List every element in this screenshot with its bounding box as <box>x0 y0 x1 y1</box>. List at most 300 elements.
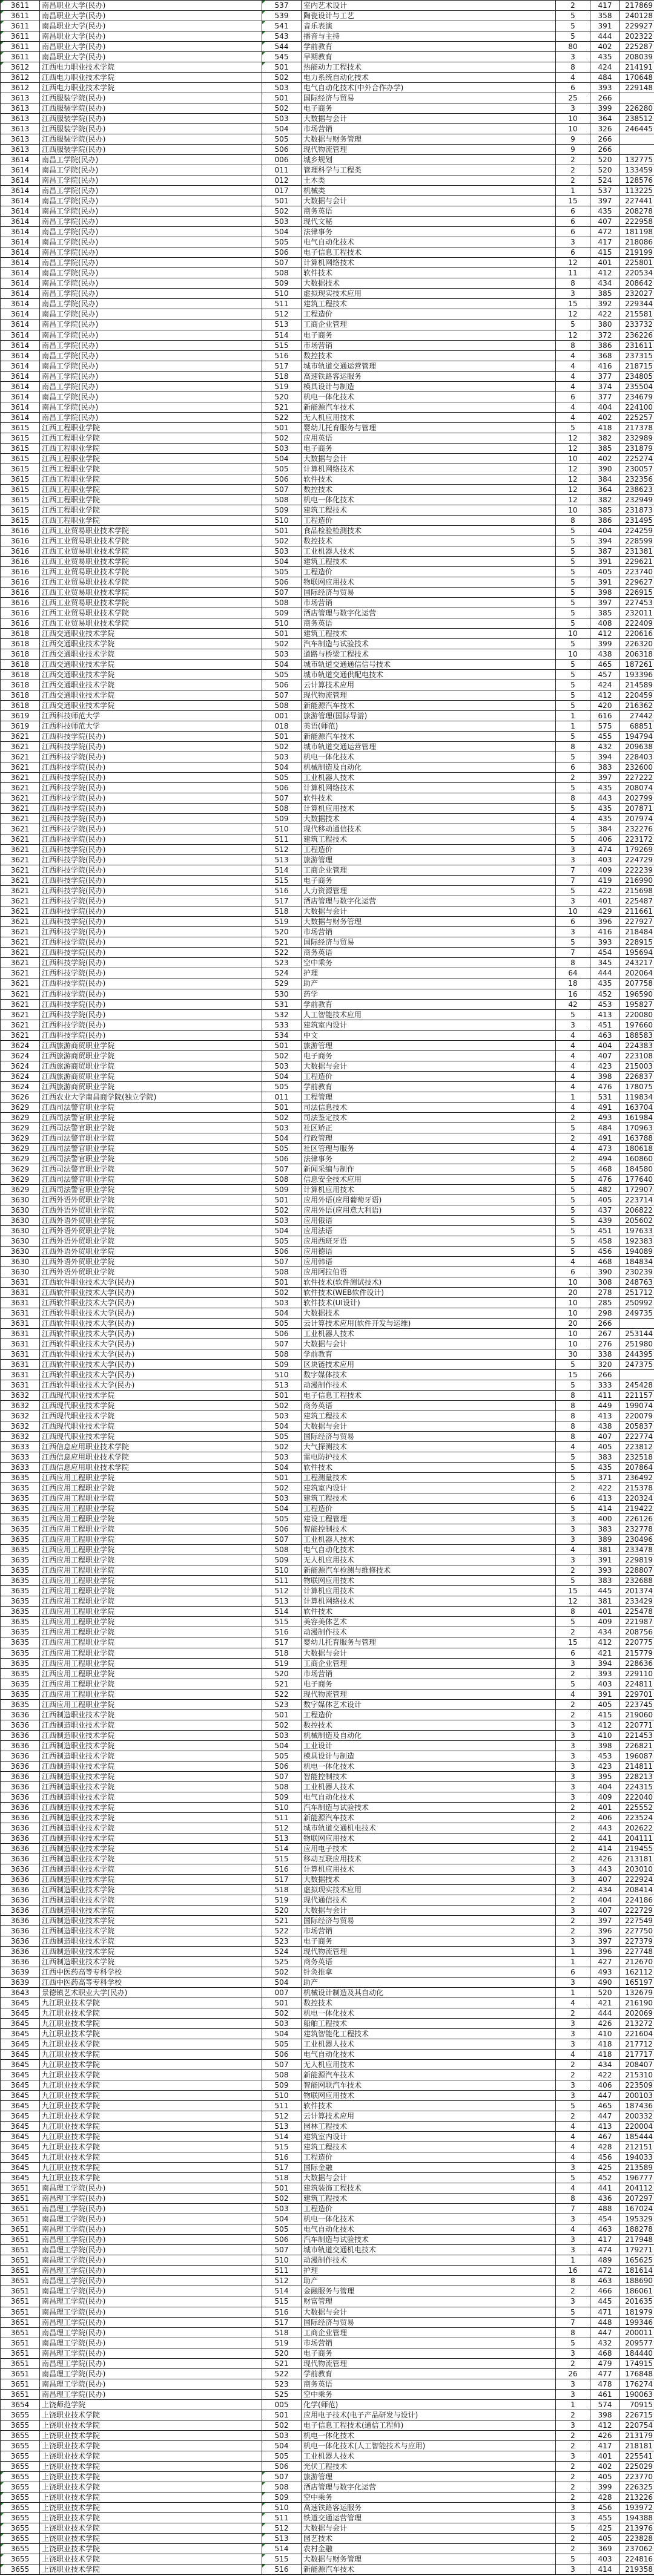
school-code-cell: 3651 <box>1 2224 40 2235</box>
major-code-cell: 505 <box>262 1432 302 1442</box>
school-name-cell: 江西旅游商贸职业学院 <box>40 1071 262 1081</box>
min-rank-cell: 192383 <box>620 1236 654 1246</box>
plan-count-cell: 5 <box>556 937 590 948</box>
major-name-cell: 电力系统自动化技术 <box>302 73 556 83</box>
major-name-cell: 空中乘务 <box>302 2389 556 2399</box>
major-name-cell: 城市轨道交通供配电技术 <box>302 670 556 680</box>
plan-count-cell: 3 <box>556 1978 590 1988</box>
min-rank-cell: 160860 <box>620 1153 654 1164</box>
school-code-cell: 3635 <box>1 1493 40 1504</box>
table-row <box>1 721 654 732</box>
major-name-cell: 智能网联汽车技术 <box>302 2080 556 2091</box>
min-rank-cell: 176848 <box>620 2368 654 2379</box>
min-score-cell: 401 <box>590 896 620 906</box>
min-rank-cell <box>620 1319 654 1329</box>
major-code-cell: 512 <box>262 1586 302 1596</box>
school-name-cell: 江西信息应用职业技术学院 <box>40 1442 262 1452</box>
school-name-cell: 九江职业技术学院 <box>40 2152 262 2163</box>
plan-count-cell: 3 <box>556 1020 590 1030</box>
major-name-cell: 无人机应用技术 <box>302 412 556 422</box>
major-code-cell: 501 <box>262 1277 302 1287</box>
min-score-cell: 396 <box>590 917 620 927</box>
school-name-cell: 江西现代职业技术学院 <box>40 1411 262 1421</box>
min-rank-cell: 227379 <box>620 1936 654 1946</box>
min-rank-cell: 232027 <box>620 289 654 299</box>
plan-count-cell: 4 <box>556 1081 590 1092</box>
table-row <box>1 1380 654 1391</box>
min-score-cell: 411 <box>590 1391 620 1401</box>
school-code-cell: 3611 <box>1 1 40 11</box>
school-name-cell: 江西司法警官职业学院 <box>40 1112 262 1122</box>
major-code-cell: 523 <box>262 2379 302 2389</box>
school-code-cell: 3630 <box>1 1225 40 1236</box>
school-name-cell: 江西制造职业技术学院 <box>40 1884 262 1895</box>
table-row <box>1 1081 654 1092</box>
major-code-cell: 502 <box>262 1483 302 1493</box>
plan-count-cell: 5 <box>556 834 590 845</box>
plan-count-cell: 3 <box>556 1535 590 1545</box>
major-code-cell: 515 <box>262 340 302 350</box>
min-score-cell: 423 <box>590 1761 620 1771</box>
major-name-cell: 现代物流管理 <box>302 2358 556 2368</box>
major-code-cell: 508 <box>262 701 302 711</box>
plan-count-cell: 3 <box>556 1874 590 1884</box>
plan-count-cell: 2 <box>556 1802 590 1812</box>
table-row <box>1 865 654 876</box>
school-name-cell: 江西外语外贸职业学院 <box>40 1236 262 1246</box>
min-rank-cell: 211661 <box>620 906 654 917</box>
school-code-cell: 3636 <box>1 1895 40 1905</box>
plan-count-cell: 3 <box>556 2348 590 2358</box>
major-code-cell: 505 <box>262 2039 302 2050</box>
plan-count-cell: 3 <box>556 1730 590 1740</box>
table-row <box>1 258 654 268</box>
school-code-cell: 3651 <box>1 2276 40 2286</box>
major-code-cell: 512 <box>262 2523 302 2533</box>
min-rank-cell: 205837 <box>620 1421 654 1432</box>
school-name-cell: 江西科技学院(民办) <box>40 742 262 752</box>
table-row <box>1 1658 654 1668</box>
min-rank-cell: 249735 <box>620 1308 654 1318</box>
school-name-cell: 江西科技学院(民办) <box>40 752 262 762</box>
min-score-cell: 276 <box>590 1339 620 1349</box>
plan-count-cell: 3 <box>556 1658 590 1668</box>
major-name-cell: 船舶工程技术 <box>302 2019 556 2029</box>
table-row <box>1 834 654 845</box>
major-name-cell: 电子商务 <box>302 103 556 114</box>
plan-count-cell: 3 <box>556 2512 590 2523</box>
table-row <box>1 978 654 989</box>
school-name-cell: 江西应用工程职业学院 <box>40 1535 262 1545</box>
major-code-cell: 506 <box>262 145 302 155</box>
major-code-cell: 508 <box>262 2070 302 2080</box>
school-code-cell: 3631 <box>1 1297 40 1308</box>
min-rank-cell: 215003 <box>620 1061 654 1071</box>
school-code-cell: 3631 <box>1 1380 40 1391</box>
school-code-cell: 3621 <box>1 917 40 927</box>
table-row <box>1 73 654 83</box>
table-row <box>1 814 654 824</box>
plan-count-cell: 5 <box>556 546 590 556</box>
min-score-cell: 417 <box>590 1 620 11</box>
major-name-cell: 商务英语 <box>302 206 556 217</box>
school-name-cell: 南昌理工学院(民办) <box>40 2214 262 2224</box>
school-code-cell: 3615 <box>1 433 40 443</box>
school-name-cell: 江西服装学院(民办) <box>40 124 262 134</box>
major-code-cell: 502 <box>262 1720 302 1730</box>
min-score-cell: 443 <box>590 793 620 804</box>
school-name-cell: 江西工业贸易职业技术学院 <box>40 525 262 536</box>
major-name-cell: 学前教育 <box>302 1081 556 1092</box>
school-name-cell: 江西科技师范大学 <box>40 721 262 732</box>
major-name-cell: 播音与主持 <box>302 31 556 42</box>
min-score-cell: 524 <box>590 175 620 186</box>
school-code-cell: 3636 <box>1 1946 40 1956</box>
school-code-cell: 3645 <box>1 2091 40 2101</box>
plan-count-cell: 4 <box>556 814 590 824</box>
plan-count-cell: 6 <box>556 1648 590 1658</box>
school-name-cell: 江西工业贸易职业技术学院 <box>40 618 262 628</box>
plan-count-cell: 3 <box>556 103 590 114</box>
school-code-cell: 3613 <box>1 145 40 155</box>
table-row <box>1 1596 654 1607</box>
min-score-cell: 457 <box>590 670 620 680</box>
table-row <box>1 2379 654 2389</box>
major-code-cell: 005 <box>262 2399 302 2410</box>
major-code-cell: 539 <box>262 11 302 21</box>
plan-count-cell: 5 <box>556 732 590 742</box>
major-code-cell: 503 <box>262 443 302 453</box>
plan-count-cell: 7 <box>556 865 590 876</box>
min-score-cell: 468 <box>590 2348 620 2358</box>
school-name-cell: 江西应用工程职业学院 <box>40 1668 262 1679</box>
table-row <box>1 1493 654 1504</box>
min-score-cell: 394 <box>590 536 620 546</box>
school-name-cell: 南昌工学院(民办) <box>40 186 262 196</box>
school-code-cell: 3621 <box>1 937 40 948</box>
major-code-cell: 508 <box>262 1545 302 1555</box>
plan-count-cell: 2 <box>556 1709 590 1720</box>
school-code-cell: 3621 <box>1 834 40 845</box>
major-name-cell: 区块链技术应用 <box>302 1360 556 1370</box>
major-name-cell: 应用电子技术(电子产品研发与设计) <box>302 2410 556 2420</box>
min-rank-cell: 204112 <box>620 2183 654 2194</box>
plan-count-cell: 7 <box>556 948 590 958</box>
school-code-cell: 3651 <box>1 2245 40 2255</box>
min-rank-cell: 187261 <box>620 660 654 670</box>
school-name-cell: 江西应用工程职业学院 <box>40 1617 262 1627</box>
min-rank-cell: 128576 <box>620 175 654 186</box>
min-score-cell: 419 <box>590 876 620 886</box>
major-code-cell: 511 <box>262 2101 302 2111</box>
major-code-cell: 545 <box>262 52 302 62</box>
min-rank-cell: 226320 <box>620 638 654 649</box>
min-score-cell: 418 <box>590 2050 620 2060</box>
table-row <box>1 340 654 350</box>
school-name-cell: 江西司法警官职业学院 <box>40 1164 262 1174</box>
school-code-cell: 3616 <box>1 536 40 546</box>
table-row <box>1 289 654 299</box>
major-name-cell: 电子商务 <box>302 1050 556 1061</box>
min-rank-cell: 224186 <box>620 1895 654 1905</box>
min-rank-cell: 228213 <box>620 1771 654 1781</box>
plan-count-cell: 3 <box>556 1792 590 1802</box>
table-row <box>1 186 654 196</box>
school-name-cell: 江西科技学院(民办) <box>40 876 262 886</box>
min-score-cell: 396 <box>590 1925 620 1936</box>
table-row <box>1 536 654 546</box>
school-code-cell: 3645 <box>1 2132 40 2142</box>
major-name-cell: 建筑工程技术 <box>302 556 556 566</box>
major-name-cell: 商务英语 <box>302 1956 556 1967</box>
school-code-cell: 3615 <box>1 484 40 494</box>
min-rank-cell: 250992 <box>620 1297 654 1308</box>
school-name-cell: 上饶职业技术学院 <box>40 2410 262 2420</box>
min-rank-cell: 248763 <box>620 1277 654 1287</box>
min-score-cell: 393 <box>590 1565 620 1576</box>
plan-count-cell: 64 <box>556 968 590 978</box>
school-name-cell: 江西应用工程职业学院 <box>40 1648 262 1658</box>
min-rank-cell <box>620 145 654 155</box>
school-code-cell: 3621 <box>1 978 40 989</box>
major-name-cell: 软件技术(WEB软件设计) <box>302 1287 556 1297</box>
min-rank-cell: 217378 <box>620 422 654 433</box>
school-name-cell: 南昌理工学院(民办) <box>40 2317 262 2327</box>
major-name-cell: 工商企业管理 <box>302 865 556 876</box>
min-score-cell: 484 <box>590 73 620 83</box>
major-code-cell: 525 <box>262 2389 302 2399</box>
school-code-cell: 3636 <box>1 1905 40 1915</box>
plan-count-cell: 2 <box>556 773 590 783</box>
major-code-cell: 502 <box>262 1205 302 1215</box>
table-row <box>1 474 654 484</box>
school-name-cell: 上饶职业技术学院 <box>40 2482 262 2492</box>
school-name-cell: 南昌理工学院(民办) <box>40 2194 262 2204</box>
min-score-cell: 455 <box>590 732 620 742</box>
school-name-cell: 江西科技学院(民办) <box>40 1020 262 1030</box>
min-rank-cell: 225801 <box>620 258 654 268</box>
school-code-cell: 3655 <box>1 2440 40 2451</box>
major-code-cell: 508 <box>262 804 302 814</box>
table-row <box>1 2554 654 2564</box>
school-name-cell: 江西外语外贸职业学院 <box>40 1246 262 1256</box>
school-code-cell: 3636 <box>1 1812 40 1823</box>
min-score-cell: 391 <box>590 1555 620 1565</box>
min-score-cell: 409 <box>590 865 620 876</box>
major-code-cell: 543 <box>262 31 302 42</box>
major-code-cell: 522 <box>262 1689 302 1699</box>
major-name-cell: 数控技术 <box>302 350 556 361</box>
min-rank-cell: 174915 <box>620 2358 654 2368</box>
min-score-cell: 407 <box>590 1905 620 1915</box>
min-rank-cell: 214811 <box>620 1761 654 1771</box>
min-rank-cell: 219199 <box>620 247 654 258</box>
min-rank-cell: 194089 <box>620 1246 654 1256</box>
plan-count-cell: 2 <box>556 1884 590 1895</box>
min-rank-cell: 224729 <box>620 855 654 865</box>
major-name-cell: 计算机网络技术 <box>302 464 556 474</box>
school-name-cell: 江西科技学院(民办) <box>40 824 262 834</box>
school-code-cell: 3636 <box>1 1833 40 1843</box>
plan-count-cell: 5 <box>556 577 590 587</box>
major-code-cell: 504 <box>262 1463 302 1473</box>
major-name-cell: 应用阿拉伯语 <box>302 1267 556 1277</box>
school-code-cell: 3635 <box>1 1535 40 1545</box>
plan-count-cell: 8 <box>556 958 590 968</box>
major-code-cell: 506 <box>262 247 302 258</box>
major-code-cell: 533 <box>262 1020 302 1030</box>
school-name-cell: 南昌理工学院(民办) <box>40 2389 262 2399</box>
min-rank-cell: 229819 <box>620 1555 654 1565</box>
min-rank-cell: 229344 <box>620 299 654 309</box>
table-row <box>1 577 654 587</box>
min-score-cell: 575 <box>590 721 620 732</box>
min-score-cell: 393 <box>590 83 620 93</box>
school-code-cell: 3655 <box>1 2543 40 2554</box>
school-name-cell: 江西科技学院(民办) <box>40 762 262 773</box>
table-row <box>1 1936 654 1946</box>
table-row <box>1 1339 654 1349</box>
min-score-cell: 413 <box>590 1411 620 1421</box>
school-name-cell: 江西应用工程职业学院 <box>40 1586 262 1596</box>
min-score-cell: 412 <box>590 1637 620 1648</box>
major-code-cell: 522 <box>262 948 302 958</box>
school-name-cell: 九江职业技术学院 <box>40 2173 262 2183</box>
min-rank-cell: 222040 <box>620 1792 654 1802</box>
table-row <box>1 1802 654 1812</box>
school-code-cell: 3636 <box>1 1843 40 1853</box>
school-code-cell: 3630 <box>1 1246 40 1256</box>
min-rank-cell: 232518 <box>620 1452 654 1463</box>
table-row <box>1 1637 654 1648</box>
min-rank-cell: 227222 <box>620 773 654 783</box>
min-score-cell: 364 <box>590 114 620 124</box>
major-name-cell: 园艺技术 <box>302 2533 556 2543</box>
major-name-cell: 工程造价 <box>302 1709 556 1720</box>
major-code-cell: 501 <box>262 628 302 638</box>
school-name-cell: 江西应用工程职业学院 <box>40 1514 262 1524</box>
major-name-cell: 新能源汽车技术 <box>302 2564 556 2574</box>
school-name-cell: 南昌理工学院(民办) <box>40 2368 262 2379</box>
major-name-cell: 机电一体化技术 <box>302 2430 556 2440</box>
school-name-cell: 江西旅游商贸职业学院 <box>40 1081 262 1092</box>
min-score-cell: 468 <box>590 1164 620 1174</box>
school-code-cell: 3655 <box>1 2512 40 2523</box>
school-code-cell: 3639 <box>1 1967 40 1977</box>
school-name-cell: 九江职业技术学院 <box>40 2122 262 2132</box>
plan-count-cell: 5 <box>556 1380 590 1391</box>
table-row <box>1 793 654 804</box>
major-name-cell: 工程造价 <box>302 845 556 855</box>
major-code-cell: 511 <box>262 2266 302 2276</box>
school-code-cell: 3643 <box>1 1988 40 1998</box>
major-name-cell: 应用电子技术 <box>302 1843 556 1853</box>
table-row <box>1 1225 654 1236</box>
school-name-cell: 南昌职业大学(民办) <box>40 21 262 31</box>
school-name-cell: 江西科技学院(民办) <box>40 1009 262 1020</box>
school-name-cell: 江西服装学院(民办) <box>40 145 262 155</box>
major-name-cell: 机电一体化技术 <box>302 2214 556 2224</box>
school-name-cell: 江西交通职业技术学院 <box>40 628 262 638</box>
major-name-cell: 软件技术 <box>302 268 556 278</box>
min-rank-cell: 208407 <box>620 2060 654 2070</box>
min-score-cell: 407 <box>590 1050 620 1061</box>
plan-count-cell: 2 <box>556 2543 590 2554</box>
school-code-cell: 3636 <box>1 1853 40 1864</box>
major-code-cell: 522 <box>262 412 302 422</box>
min-score-cell: 413 <box>590 1009 620 1020</box>
school-code-cell: 3621 <box>1 999 40 1009</box>
school-code-cell: 3631 <box>1 1319 40 1329</box>
school-name-cell: 江西制造职业技术学院 <box>40 1771 262 1781</box>
school-name-cell: 南昌工学院(民办) <box>40 320 262 330</box>
min-score-cell: 407 <box>590 217 620 227</box>
table-row <box>1 381 654 392</box>
table-row <box>1 1174 654 1184</box>
major-code-cell: 504 <box>262 556 302 566</box>
plan-count-cell: 2 <box>556 1133 590 1143</box>
major-name-cell: 大数据技术 <box>302 814 556 824</box>
major-code-cell: 537 <box>262 1 302 11</box>
min-rank-cell: 225552 <box>620 1802 654 1812</box>
min-rank-cell: 222774 <box>620 1432 654 1442</box>
table-row <box>1 2420 654 2430</box>
min-rank-cell: 208756 <box>620 1627 654 1637</box>
min-score-cell: 402 <box>590 453 620 464</box>
school-name-cell: 江西工程职业学院 <box>40 464 262 474</box>
major-code-cell: 507 <box>262 587 302 597</box>
min-rank-cell: 220459 <box>620 690 654 701</box>
min-score-cell: 368 <box>590 350 620 361</box>
min-rank-cell: 205602 <box>620 1215 654 1225</box>
min-score-cell: 473 <box>590 1143 620 1153</box>
plan-count-cell: 3 <box>556 1740 590 1751</box>
school-name-cell: 江西制造职业技术学院 <box>40 1720 262 1730</box>
plan-count-cell: 2 <box>556 1483 590 1493</box>
plan-count-cell: 8 <box>556 340 590 350</box>
min-rank-cell: 229110 <box>620 1668 654 1679</box>
min-rank-cell: 223828 <box>620 2533 654 2543</box>
school-name-cell: 南昌工学院(民办) <box>40 299 262 309</box>
plan-count-cell: 5 <box>556 1122 590 1133</box>
school-code-cell: 3614 <box>1 227 40 237</box>
school-name-cell: 江西中医药高等专科学校 <box>40 1967 262 1977</box>
table-row <box>1 1442 654 1452</box>
school-code-cell: 3655 <box>1 2471 40 2482</box>
table-row <box>1 1823 654 1833</box>
school-code-cell: 3651 <box>1 2358 40 2368</box>
table-row <box>1 1781 654 1792</box>
school-name-cell: 江西工业贸易职业技术学院 <box>40 566 262 577</box>
major-name-cell: 城乡规划 <box>302 155 556 165</box>
min-score-cell: 451 <box>590 1020 620 1030</box>
plan-count-cell: 10 <box>556 124 590 134</box>
major-name-cell: 建筑工程技术 <box>302 2142 556 2152</box>
min-score-cell: 461 <box>590 2389 620 2399</box>
major-name-cell: 工商企业管理 <box>302 1658 556 1668</box>
school-name-cell: 南昌工学院(民办) <box>40 309 262 320</box>
major-name-cell: 电气自动化技术 <box>302 1545 556 1555</box>
table-row <box>1 906 654 917</box>
plan-count-cell: 2 <box>556 2492 590 2502</box>
plan-count-cell: 2 <box>556 2533 590 2543</box>
min-rank-cell: 233732 <box>620 320 654 330</box>
min-rank-cell: 207297 <box>620 2194 654 2204</box>
major-code-cell: 506 <box>262 1153 302 1164</box>
major-code-cell: 505 <box>262 237 302 247</box>
min-rank-cell: 225487 <box>620 896 654 906</box>
table-row <box>1 2348 654 2358</box>
